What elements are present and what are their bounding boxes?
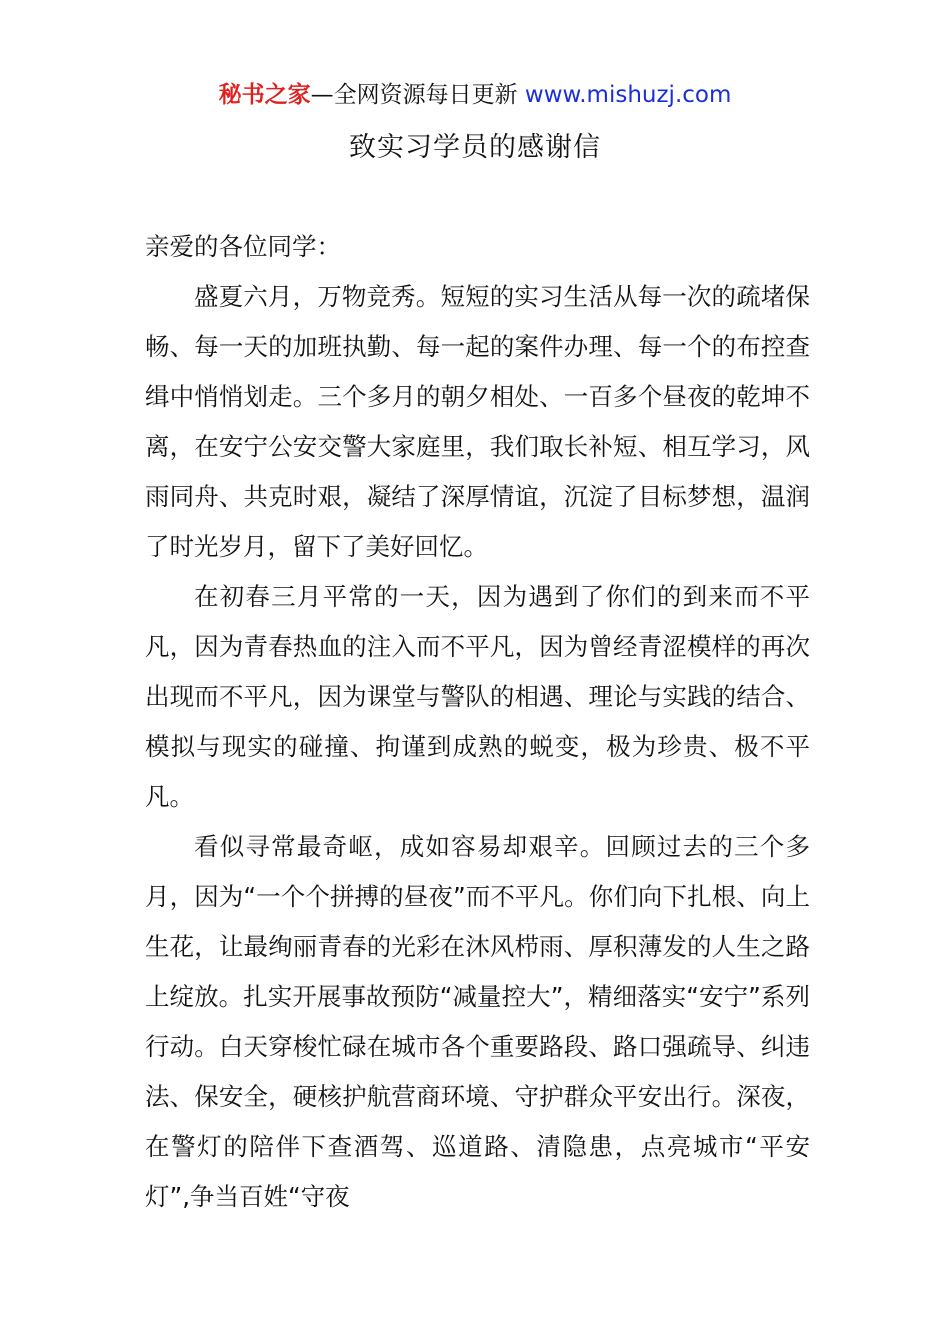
paragraph-3: 看似寻常最奇岖，成如容易却艰辛。回顾过去的三个多月，因为“一个个拼搏的昼夜”而不平凡。你们向下扎根、向上生花，让最绚丽青春的光彩在沐风栉雨、厚积薄发的人生之路上绽放。扎实开展事故预防“减量控大”，精细落实“安宁”系列行动。白天穿梭忙碌在城市各个重要路段、路口强疏导、纠违法、保安全，硬核护航营商环境、守护群众平安出行。深夜，在警灯的陪伴下查酒驾、巡道路、清隐患，点亮城市“平安灯”,争当百姓“守夜 [145, 832, 810, 1211]
website-link[interactable]: www.mishuzj.com [524, 82, 732, 108]
brand-name: 秘书之家 [218, 82, 311, 108]
paragraph-1: 盛夏六月，万物竞秀。短短的实习生活从每一次的疏堵保畅、每一天的加班执勤、每一起的案件办理、每一个的布控查缉中悄悄划走。三个多月的朝夕相处、一百多个昼夜的乾坤不离，在安宁公安交警大家庭里，我们取长补短、相互学习，风雨同舟、共克时艰，凝结了深厚情谊，沉淀了目标梦想，温润了时光岁月，留下了美好回忆。 [145, 282, 810, 561]
page-header [0, 80, 950, 110]
paragraph-2: 在初春三月平常的一天，因为遇到了你们的到来而不平凡，因为青春热血的注入而不平凡，因为曾经青涩模样的再次出现而不平凡，因为课堂与警队的相遇、理论与实践的结合、模拟与现实的碰撞、拘谨到成熟的蜕变，极为珍贵、极不平凡。 [145, 582, 810, 811]
header-tagline: —全网资源每日更新 [310, 82, 525, 108]
salutation: 亲爱的各位同学： [145, 232, 341, 261]
document-body [145, 222, 810, 1222]
document-title: 致实习学员的感谢信 [349, 132, 601, 163]
